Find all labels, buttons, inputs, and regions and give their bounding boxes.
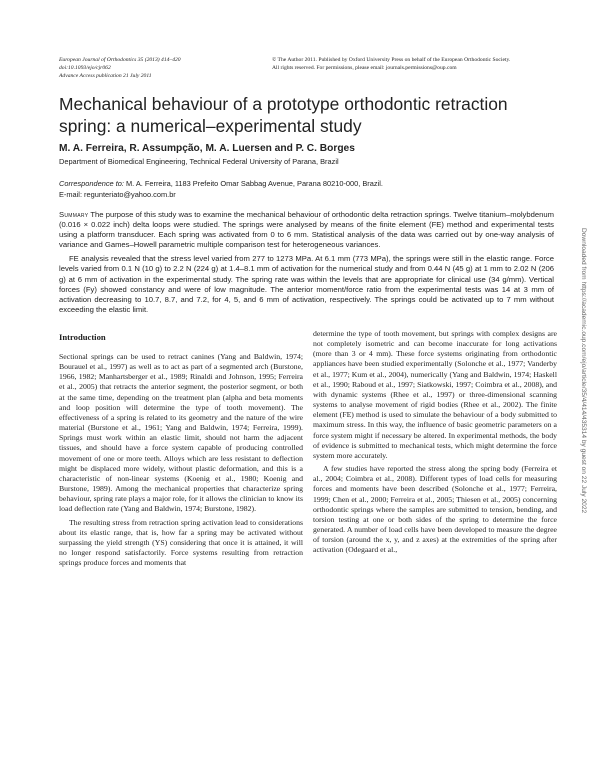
download-watermark-text: Downloaded from https://academic.oup.com/ejo/article/35/4/414/435314 by guest on 22 July 2022 [580, 228, 587, 514]
correspondence-label: Correspondence to: [59, 179, 124, 188]
doi-line: doi:10.1093/ejo/cjr062 [59, 65, 111, 71]
download-watermark-svg [575, 228, 585, 568]
permissions-line: All rights reserved. For permissions, please email: journals.permissions@oup.com [272, 65, 457, 71]
body-paragraph: The resulting stress from retraction spring activation lead to considerations about its elastic range, that is, how far a spring may be activated without surpassing the yield strength (YS) considering that once it is attained, it will no longer respond satisfactorily. Force systems resulting from retraction springs produce forces and moments that [59, 517, 303, 568]
author-list: M. A. Ferreira, R. Assumpção, M. A. Luersen and P. C. Borges [59, 143, 355, 154]
correspondence-address: M. A. Ferreira, 1183 Prefeito Omar Sabbag Avenue, Parana 80210-000, Brazil. [125, 179, 383, 188]
correspondence [59, 178, 539, 200]
publication-date-line: Advance Access publication 21 July 2011 [59, 73, 152, 79]
summary-label: Summary [59, 210, 89, 219]
abstract [59, 210, 554, 319]
copyright-notice [272, 56, 572, 72]
abstract-paragraph-1 [59, 210, 554, 250]
body-paragraph: Sectional springs can be used to retract canines (Yang and Baldwin, 1974; Bourauel et al., 1997) as well as to act as part of a segmented arch (Burstone, 1966, 1982; Manhartsberger et al., 1989; Rinaldi and Johnson, 1995; Ferreira et al., 2005) that retracts the anterior segment, the posterior segment, or both at the same time, depending on the treatment plan (alpha and beta moments and loop position will determine the type of tooth movement). The effectiveness of a spring is related to its geometry and the nature of the wire material (Burstone et al., 1961; Yang and Baldwin, 1974; Ferreira, 1999). Springs must work within an elastic limit, should not harm the adjacent tissues, and should have a force system capable of producing controlled movement of one or more teeth. Alloys which are less resistant to deflection might be displaced more widely, without plastic deformation, and this is a characteristic of non-linear systems (Koenig et al., 1980; Koenig and Burstone, 1989). Among the mechanical properties that characterize spring behaviour, spring rate plays a major role, for it allows the clinician to know its load deflection rate (Yang and Baldwin, 1974; Burstone, 1982). [59, 352, 303, 514]
body-column-left [59, 352, 303, 571]
paper-title: Mechanical behaviour of a prototype orthodontic retraction spring: a numerical–experimental study [59, 94, 508, 136]
copyright-line: © The Author 2011. Published by Oxford University Press on behalf of the European Orthodontic Society. [272, 57, 511, 63]
correspondence-email: E-mail: regunteriato@yahoo.com.br [59, 190, 176, 199]
abstract-text-1: The purpose of this study was to examine the mechanical behaviour of orthodontic delta retraction springs. Twelve titanium–molybdenum (0.016 × 0.022 inch) delta loops were studied. The springs were analysed by means of the finite element (FE) method and experimental tests using a platform transducer. Each spring was activated from 0 to 6 mm. Statistical analysis of the data was carried out by one-way analysis of variance and Games–Howell parametric multiple comparison test for heterogeneous variances. [59, 210, 554, 250]
citation-line: European Journal of Orthodontics 35 (2013) 414–420 [59, 57, 181, 63]
body-paragraph: determine the type of tooth movement, but springs with complex designs are not completely isometric and can become inaccurate for long activations (more than 3 or 4 mm). These force systems originating from orthodontic appliances have been studied experimentally (Solonche et al., 1977; Vanderby et al., 1977; Kum et al., 2004), numerically (Yang and Baldwin, 1974; Haskell et al., 1990; Raboud et al., 1997; Siatkowski, 1997; Coimbra et al., 2008), and with dynamic systems (Rhee et al., 1997) or three-dimensional scanning systems to analyse movement of rigid bodies (Rhee et al., 2002). The finite element (FE) method is used to simulate the behaviour of a body submitted to maximum stress. In this way, the influence of basic geometric parameters on a force system might if necessary be altered. In experimental methods, the body of evidence is submitted to mechanical tests, which might determine the force system more accurately. [313, 329, 557, 460]
section-heading-introduction: Introduction [59, 332, 106, 342]
body-paragraph: A few studies have reported the stress along the spring body (Ferreira et al., 2004; Coimbra et al., 2008). Different types of load cells for measuring forces and moments have been described (Solonche et al., 1977; Ferreira, 1999; Chen et al., 2000; Ferreira et al., 2005; Thiesen et al., 2005) concerning orthodontic springs where the samples are submitted to tension, bending, and torsion testing at one or both sides of the spring to determine the force generated. A number of load cells have been developed to measure the degree of torsion (around the x, y, and z axes) at the extremities of the spring after activation (Odegaard et al., [313, 464, 557, 555]
affiliation: Department of Biomedical Engineering, Technical Federal University of Parana, Brazil [59, 157, 339, 166]
abstract-paragraph-2: FE analysis revealed that the stress level varied from 277 to 1273 MPa. At 6.1 mm (773 MPa), the springs were still in the elastic range. Force levels varied from 0.1 N (10 g) to 2.2 N (224 g) at 1.4–8.1 mm of activation for the numerical study and from 0.44 N (45 g) at 1 mm to 2.02 N (206 g) at 6 mm of activation in the experimental study. The spring rate was within the levels that are appropriate for clinical use (34 g/mm). Vertical forces (Fy) showed constancy and were of low magnitude. The anterior moment/force ratio from the experimental tests was 14 at 3 mm of activation decreasing to 10.7, 8.7, and 7.2, for 4, 5, and 6 mm of activation, respectively. The springs could be activated up to 7 mm without exceeding the elastic limit. [59, 254, 554, 314]
download-watermark [575, 228, 585, 568]
body-column-right [313, 329, 557, 558]
